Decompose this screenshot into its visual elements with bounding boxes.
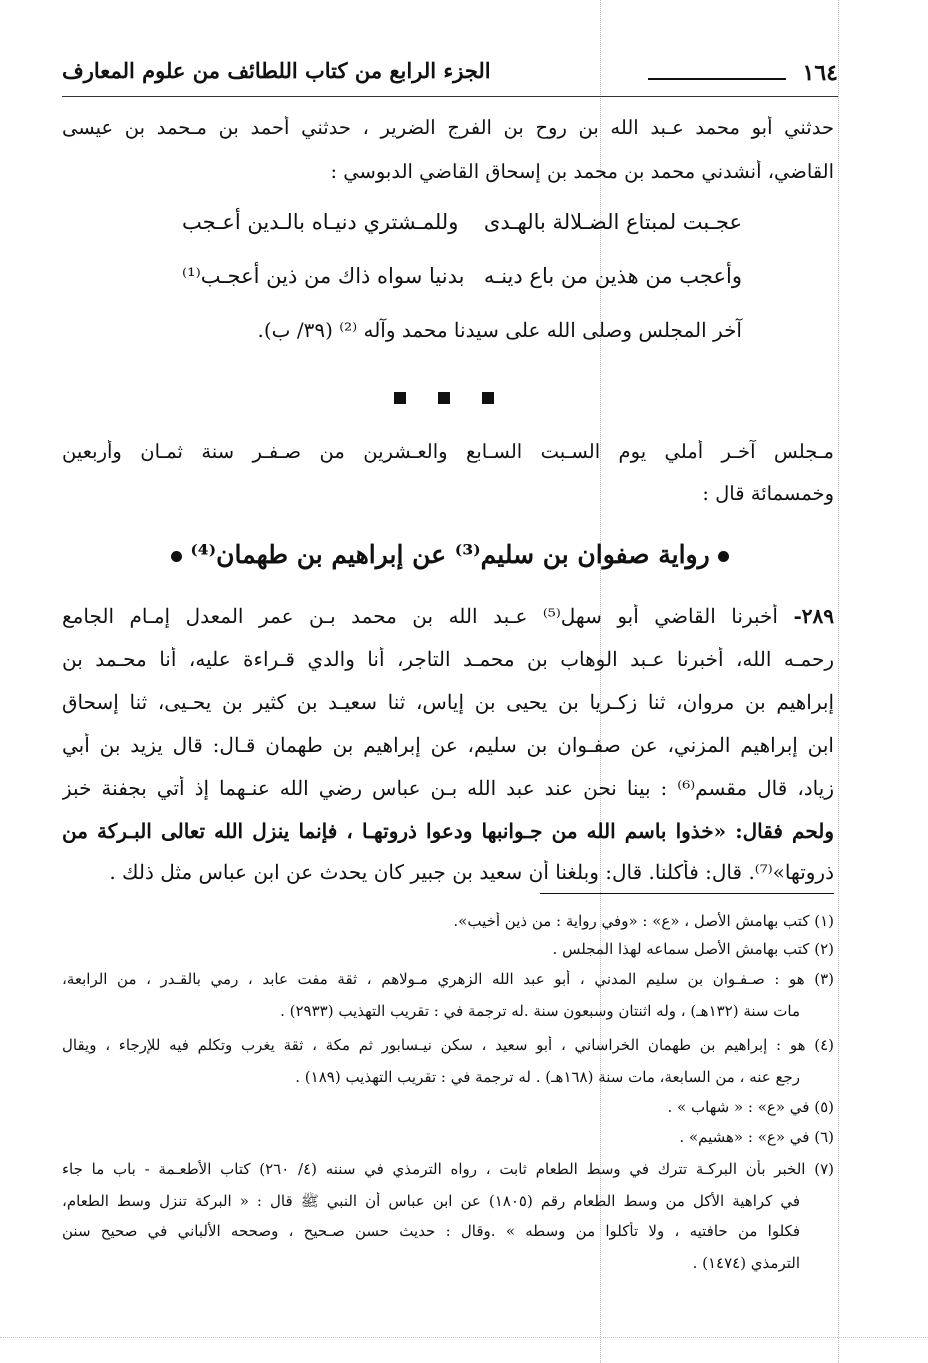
verse-second-hemistich: وللمـشتري دنيـاه بالـدين أعـجب	[182, 210, 459, 234]
verse-first-hemistich: عجـبت لمبتاع الضـلالة بالهـدى	[483, 210, 742, 234]
footnote: (٧) الخبر بأن البركـة تترك في وسط الطعام ثابت ، رواه الترمذي في سننه (٤/ ٢٦٠) كتاب الأطعـمة - باب ما جاء	[62, 1160, 834, 1178]
verse-second-hemistich: بدنيا سواه ذاك من ذين أعجـب⁽¹⁾	[182, 264, 465, 288]
header-divider	[62, 96, 838, 97]
divider-square-icon	[482, 392, 494, 404]
footnote: (٤) هو : إبراهيم بن طهمان الخراساني ، أبو سعيد ، سكن نيـسابور ثم مكة ، ثقة يغرب وتكلم فيه للإرجاء ، ويقال	[62, 1036, 834, 1054]
session-line: وخمسمائة قال :	[702, 482, 834, 505]
hadith-line: ذروتها»⁽⁷⁾. قال: فأكلنا. قال: وبلغنا أن سعيد بن جبير كان يحدث عن ابن عباس مثل ذلك .	[109, 860, 834, 884]
footnote: (٢) كتب بهامش الأصل سماعه لهذا المجلس .	[552, 940, 834, 958]
footnote-continuation: في كراهية الأكل من وسط الطعام رقم (١٨٠٥) عن ابن عباس أن النبي ﷺ قال : « البركة تنزل وسط الطعام،	[62, 1192, 800, 1210]
footnote: (١) كتب بهامش الأصل ، «ع» : «وفي رواية : من ذين أخيب».	[453, 912, 834, 930]
poem-verse	[182, 210, 742, 240]
section-heading	[160, 540, 740, 584]
scan-guide-line	[0, 1337, 928, 1338]
header-rule	[648, 78, 786, 80]
hadith-line-text: أخبرنا القاضي أبو سهل⁽⁵⁾ عـبد الله بن محمد بـن عمر المعدل إمـام الجامع	[62, 604, 778, 628]
poem-verse	[182, 264, 742, 294]
verse-first-hemistich: وأعجب من هذين من باع دينـه	[483, 264, 742, 288]
hadith-line: زياد، قال مقسم⁽⁶⁾ : بينا نحن عند عبد الله بـن عباس رضي الله عنـهما إذ أتي بجفنة خبز	[62, 776, 834, 800]
divider-square-icon	[394, 392, 406, 404]
footnote-continuation: مات سنة (١٣٢هـ) ، وله اثنتان وسبعون سنة .له ترجمة في : تقريب التهذيب (٢٩٣٣) .	[280, 1002, 800, 1020]
session-closing-line: آخر المجلس وصلى الله على سيدنا محمد وآله ⁽²⁾ (٣٩/ ب).	[257, 318, 742, 342]
hadith-line: رحمـه الله، أخبرنا عـبد الوهاب بن محمـد التاجر، أنا والدي قـراءة عليه، أنا محـمد بن	[62, 647, 834, 671]
footnote: (٣) هو : صـفـوان بن سليم المدني ، أبو عبد الله الزهري مـولاهم ، ثقة مفت عابد ، رمي بالقـدر ، من الرابعة،	[62, 970, 834, 988]
hadith-line	[62, 604, 834, 628]
running-header	[62, 58, 838, 94]
intro-line: القاضي، أنشدني محمد بن محمد بن إسحاق القاضي الدبوسي :	[330, 160, 834, 183]
running-title: الجزء الرابع من كتاب اللطائف من علوم المعارف	[62, 58, 491, 83]
hadith-line: ولحم فقال: «خذوا باسم الله من جـوانبها ودعوا ذروتهـا ، فإنما ينزل الله تعالى البـركة من	[62, 819, 834, 843]
hadith-line: إبراهيم بن مروان، ثنا زكـريا بن يحيى بن إياس، ثنا سعيـد بن كثير بن يحـيى، ثنا إسحاق	[62, 690, 834, 714]
section-divider	[390, 392, 500, 406]
page-number: ١٦٤	[802, 60, 838, 86]
footnote-continuation: رجع عنه ، من السابعة، مات سنة (١٦٨هـ) . له ترجمة في : تقريب التهذيب (١٨٩) .	[295, 1068, 800, 1086]
divider-square-icon	[438, 392, 450, 404]
hadith-number: ٢٨٩-	[793, 604, 834, 628]
scan-guide-line	[600, 0, 601, 1363]
footnote: (٥) في «ع» : « شهاب » .	[667, 1098, 834, 1116]
footnote-continuation: الترمذي (١٤٧٤) .	[692, 1254, 800, 1272]
section-heading-text: رواية صفوان بن سليم⁽³⁾ عن إبراهيم بن طهمان⁽⁴⁾	[190, 540, 710, 569]
bullet-icon	[718, 551, 729, 562]
footnote-separator	[540, 893, 834, 894]
footnote-continuation: فكلوا من حافتيه ، ولا تأكلوا من وسطه » .وقال : حديث حسن صـحيح ، وصححه الألباني في صحيح سنن	[62, 1222, 800, 1240]
footnote: (٦) في «ع» : «هشيم» .	[679, 1128, 834, 1146]
bullet-icon	[171, 551, 182, 562]
scan-guide-line	[838, 0, 839, 1363]
hadith-line: ابن إبراهيم المزني، عن صفـوان بن سليم، عن إبراهيم بن طهمان قـال: قال يزيد بن أبي	[62, 733, 834, 757]
intro-line: حدثني أبو محمد عـبد الله بن روح بن الفرج الضرير ، حدثني أحمد بن مـحمد بن عيسى	[62, 116, 834, 139]
session-line: مـجلس آخـر أملي يوم السـبت السـابع والعـشرين من صـفـر سنة ثمـان وأربعين	[62, 440, 834, 463]
